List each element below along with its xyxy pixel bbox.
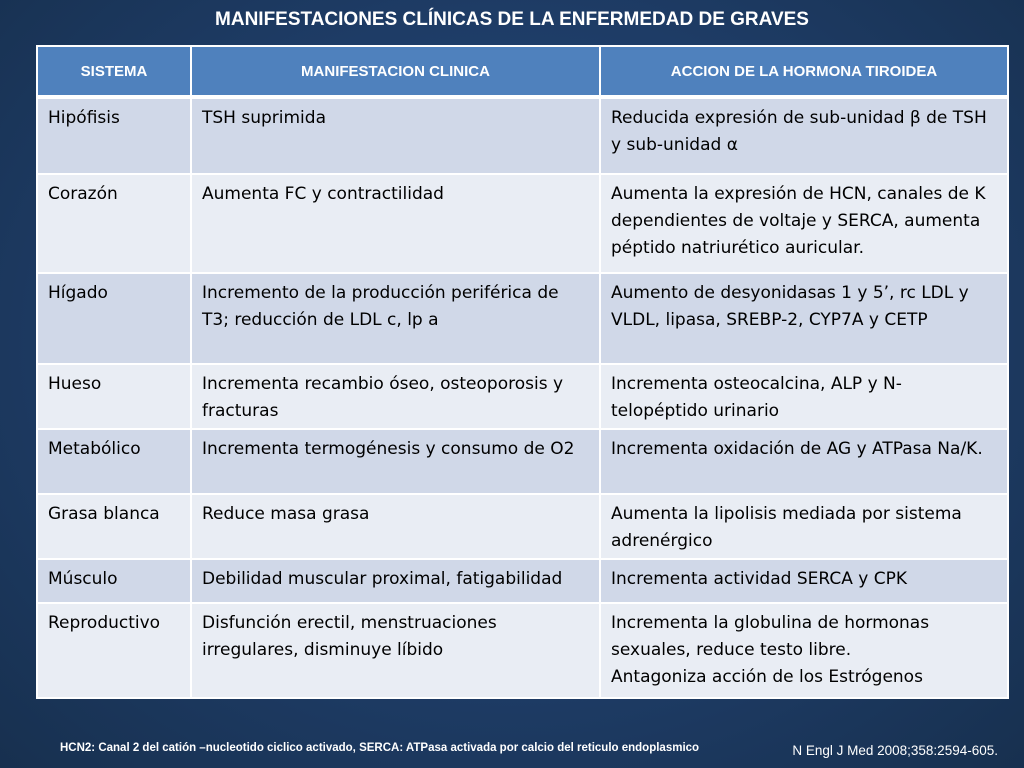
table-row bbox=[37, 364, 1008, 429]
cell-accion: Incrementa oxidación de AG y ATPasa Na/K. bbox=[600, 429, 1008, 494]
cell-sistema: Metabólico bbox=[37, 429, 191, 494]
table-row bbox=[37, 429, 1008, 494]
cell-accion: Aumento de desyonidasas 1 y 5’, rc LDL y VLDL, lipasa, SREBP-2, CYP7A y CETP bbox=[600, 273, 1008, 364]
cell-accion: Incrementa osteocalcina, ALP y N-telopéptido urinario bbox=[600, 364, 1008, 429]
table-row bbox=[37, 603, 1008, 698]
table-header-row bbox=[37, 46, 1008, 97]
header-sistema: SISTEMA bbox=[37, 46, 191, 97]
cell-manifestacion: Incrementa recambio óseo, osteoporosis y fracturas bbox=[191, 364, 600, 429]
cell-manifestacion: TSH suprimida bbox=[191, 97, 600, 174]
cell-accion: Reducida expresión de sub-unidad β de TSH y sub-unidad α bbox=[600, 97, 1008, 174]
cell-sistema: Grasa blanca bbox=[37, 494, 191, 559]
footnote: HCN2: Canal 2 del catión –nucleotido ciclico activado, SERCA: ATPasa activada por calcio del reticulo endoplasmico bbox=[60, 742, 700, 754]
cell-sistema: Músculo bbox=[37, 559, 191, 603]
cell-sistema: Hígado bbox=[37, 273, 191, 364]
cell-accion: Incrementa actividad SERCA y CPK bbox=[600, 559, 1008, 603]
cell-manifestacion: Reduce masa grasa bbox=[191, 494, 600, 559]
cell-accion-line: Incrementa la globulina de hormonas sexuales, reduce testo libre. bbox=[611, 613, 930, 660]
manifestations-table bbox=[36, 45, 1007, 698]
cell-manifestacion: Incremento de la producción periférica de T3; reducción de LDL c, lp a bbox=[191, 273, 600, 364]
cell-sistema: Corazón bbox=[37, 174, 191, 273]
cell-manifestacion: Debilidad muscular proximal, fatigabilidad bbox=[191, 559, 600, 603]
table-row bbox=[37, 559, 1008, 603]
cell-accion: Aumenta la lipolisis mediada por sistema adrenérgico bbox=[600, 494, 1008, 559]
header-accion: ACCION DE LA HORMONA TIROIDEA bbox=[600, 46, 1008, 97]
table-row bbox=[37, 273, 1008, 364]
cell-manifestacion: Incrementa termogénesis y consumo de O2 bbox=[191, 429, 600, 494]
table-row bbox=[37, 97, 1008, 174]
table-row bbox=[37, 494, 1008, 559]
cell-sistema: Reproductivo bbox=[37, 603, 191, 698]
cell-manifestacion: Disfunción erectil, menstruaciones irregulares, disminuye líbido bbox=[191, 603, 600, 698]
cell-accion bbox=[600, 603, 1008, 698]
cell-accion: Aumenta la expresión de HCN, canales de K dependientes de voltaje y SERCA, aumenta péptido natriurético auricular. bbox=[600, 174, 1008, 273]
slide-title: MANIFESTACIONES CLÍNICAS DE LA ENFERMEDAD DE GRAVES bbox=[215, 9, 809, 30]
header-manifestacion: MANIFESTACION CLINICA bbox=[191, 46, 600, 97]
cell-manifestacion: Aumenta FC y contractilidad bbox=[191, 174, 600, 273]
cell-sistema: Hipófisis bbox=[37, 97, 191, 174]
cell-accion-line: Antagoniza acción de los Estrógenos bbox=[611, 667, 923, 687]
reference-citation: N Engl J Med 2008;358:2594-605. bbox=[792, 743, 998, 758]
cell-sistema: Hueso bbox=[37, 364, 191, 429]
table-row bbox=[37, 174, 1008, 273]
